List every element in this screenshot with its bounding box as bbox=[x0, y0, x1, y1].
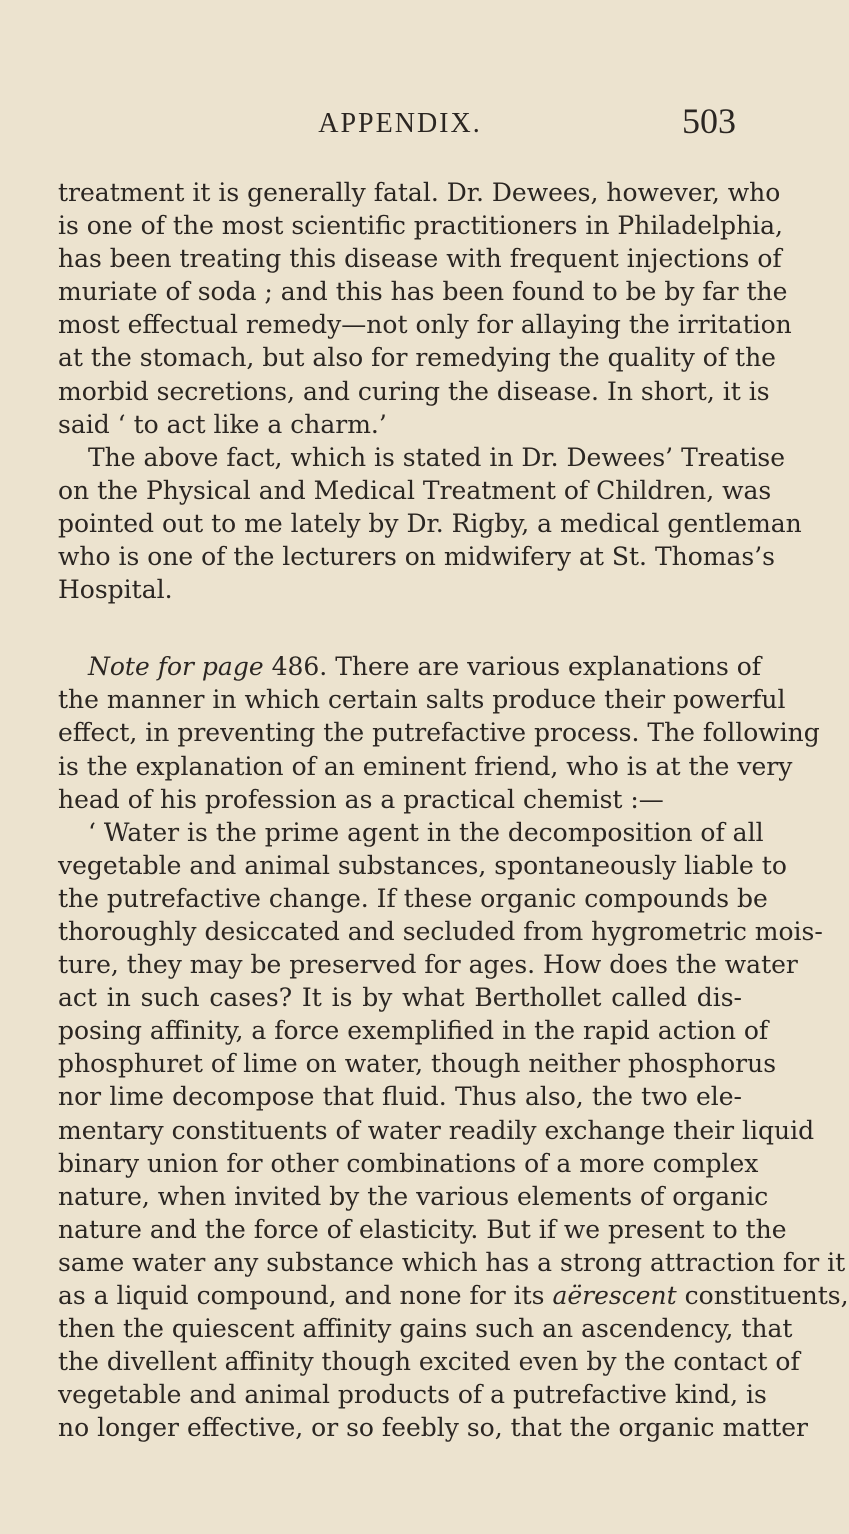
text-line: phosphuret of lime on water, though neither phosphorus bbox=[58, 1049, 777, 1079]
text-line: pointed out to me lately by Dr. Rigby, a medical gentleman bbox=[58, 508, 802, 538]
text-line: then the quiescent affinity gains such an ascendency, that bbox=[58, 1314, 793, 1344]
text-line: treatment it is generally fatal. Dr. Dewees, however, who bbox=[58, 178, 781, 207]
text-line: most effectual remedy—not only for allaying the irritation bbox=[58, 310, 792, 340]
body-text bbox=[58, 176, 849, 1444]
aerescent-after: constituents, bbox=[684, 1281, 849, 1310]
text-line: on the Physical and Medical Treatment of Children, was bbox=[58, 475, 772, 505]
quotation-paragraph bbox=[58, 816, 849, 1445]
text-line: mentary constituents of water readily exchange their liquid bbox=[58, 1115, 815, 1145]
text-line: vegetable and animal products of a putrefactive kind, is bbox=[58, 1380, 767, 1410]
text-line: is the explanation of an eminent friend, who is at the very bbox=[58, 751, 793, 781]
note-label: Note for page bbox=[88, 652, 264, 682]
aerescent-line bbox=[58, 1279, 849, 1312]
text-line: Hospital. bbox=[58, 575, 173, 605]
text-line: no longer effective, or so feebly so, that the organic matter bbox=[58, 1413, 808, 1443]
text-line: The above fact, which is stated in Dr. Dewees’ Treatise bbox=[88, 442, 786, 472]
text-line: at the stomach, but also for remedying the quality of the bbox=[58, 343, 776, 373]
text-line: same water any substance which has a strong attraction for it bbox=[58, 1247, 846, 1277]
paragraph-gap bbox=[58, 606, 742, 650]
aerescent-word: aërescent bbox=[552, 1281, 677, 1310]
text-line: nature and the force of elasticity. But if we present to the bbox=[58, 1214, 787, 1244]
note-first-line bbox=[58, 650, 762, 683]
text-line: posing affinity, a force exemplified in the rapid action of bbox=[58, 1016, 769, 1046]
text-line: is one of the most scientific practitioners in Philadelphia, bbox=[58, 211, 783, 241]
text-line: thoroughly desiccated and secluded from hygrometric mois- bbox=[58, 916, 823, 946]
note-first-line-rest: There are various explanations of bbox=[335, 652, 762, 682]
text-line: ture, they may be preserved for ages. How does the water bbox=[58, 950, 798, 980]
text-line: the divellent affinity though excited even by the contact of bbox=[58, 1347, 800, 1377]
text-line: nature, when invited by the various elements of organic bbox=[58, 1181, 769, 1211]
text-line: binary union for other combinations of a more complex bbox=[58, 1148, 759, 1178]
note-page-number: 486. bbox=[271, 652, 328, 682]
text-line: who is one of the lecturers on midwifery at St. Thomas’s bbox=[58, 542, 775, 572]
running-title: APPENDIX. bbox=[318, 108, 482, 139]
text-line: has been treating this disease with frequent injections of bbox=[58, 244, 782, 274]
text-line: said ‘ to act like a charm.’ bbox=[58, 409, 387, 439]
text-line: nor lime decompose that fluid. Thus also, the two ele- bbox=[58, 1082, 742, 1112]
running-head bbox=[0, 101, 800, 148]
text-line: the manner in which certain salts produce their powerful bbox=[58, 685, 786, 715]
aerescent-before: as a liquid compound, and none for its bbox=[58, 1281, 545, 1310]
text-line: vegetable and animal substances, spontaneously liable to bbox=[58, 850, 787, 880]
note-paragraph bbox=[58, 650, 820, 815]
paragraph-1 bbox=[58, 176, 792, 441]
paragraph-2 bbox=[58, 441, 802, 606]
text-line: morbid secretions, and curing the disease. In short, it is bbox=[58, 376, 770, 406]
page-number: 503 bbox=[682, 101, 736, 141]
text-line: effect, in preventing the putrefactive process. The following bbox=[58, 718, 820, 748]
text-line: act in such cases? It is by what Berthollet called dis- bbox=[58, 983, 742, 1013]
text-line: the putrefactive change. If these organic compounds be bbox=[58, 883, 768, 913]
text-line: head of his profession as a practical chemist :— bbox=[58, 784, 664, 814]
text-line: muriate of soda ; and this has been found to be by far the bbox=[58, 277, 788, 307]
text-line: ‘ Water is the prime agent in the decomposition of all bbox=[88, 817, 764, 847]
